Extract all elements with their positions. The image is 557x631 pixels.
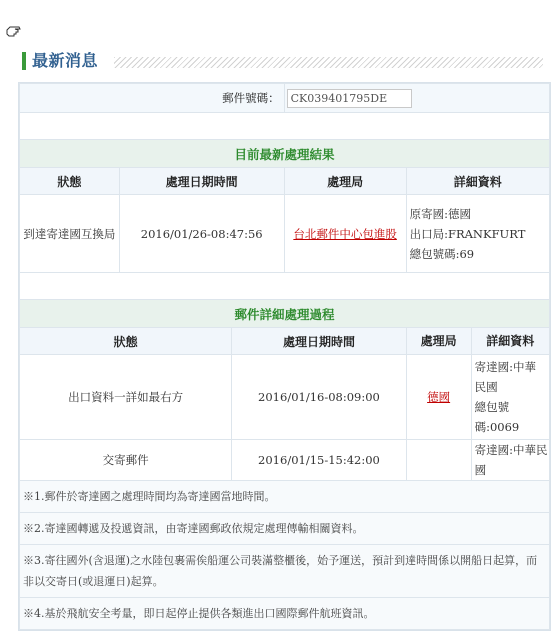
latest-datetime: 2016/01/26-08:47:56: [119, 195, 284, 273]
col-office: 處理局: [407, 328, 472, 354]
col-status: 狀態: [20, 168, 120, 195]
spacer-row: [20, 113, 550, 140]
latest-header-row: [20, 168, 550, 195]
detail-line: 寄達國:中華民國: [474, 443, 548, 477]
mail-number-field[interactable]: CK039401795DE: [287, 89, 412, 108]
mail-number-label: 郵件號碼：: [20, 84, 285, 113]
col-datetime: 處理日期時間: [232, 328, 406, 355]
detail-line: 寄達國:中華民國: [474, 360, 536, 394]
latest-details: [406, 195, 549, 273]
col-office: 處理局: [284, 168, 406, 195]
page-title: 最新消息: [32, 51, 99, 70]
detail-line: 總包號碼:0069: [474, 400, 520, 434]
latest-row: [20, 195, 550, 273]
col-details: 詳細資料: [406, 168, 549, 195]
detail-line: 出口局:FRANKFURT: [409, 226, 526, 241]
history-row: [20, 355, 550, 440]
history-section-title-row: [20, 300, 550, 328]
latest-section-title: 目前最新處理結果: [20, 140, 550, 168]
latest-office-link[interactable]: 台北郵件中心包進股: [293, 226, 397, 241]
col-status: 狀態: [20, 328, 232, 355]
history-datetime: 2016/01/15-15:42:00: [232, 440, 406, 481]
history-details: [472, 355, 549, 439]
spacer-row: [20, 273, 550, 300]
history-status: 出口資料一詳如最右方: [20, 355, 232, 440]
section-header: [22, 50, 543, 72]
note-row: [20, 481, 550, 513]
header-accent-bar: [22, 52, 26, 70]
query-row: [20, 84, 550, 113]
header-divider: [114, 57, 543, 68]
note-text: ※3.寄往國外(含退運)之水陸包裹需俟船運公司裝滿整櫃後，始予運送，預計到達時間係以開船日起算，而非以交寄日(或退運日)起算。: [20, 545, 550, 598]
latest-status: 到達寄達國互換局: [20, 195, 120, 273]
history-status: 交寄郵件: [20, 440, 232, 481]
history-details: [472, 440, 549, 480]
history-office-link[interactable]: 德國: [427, 390, 451, 404]
history-row: [20, 440, 550, 481]
note-row: [20, 513, 550, 545]
detail-line: 總包號碼:69: [409, 246, 475, 261]
note-text: ※4.基於飛航安全考量，即日起停止提供各類進出口國際郵件航班資訊。: [20, 598, 550, 630]
history-office: [407, 440, 472, 480]
history-datetime: 2016/01/16-08:09:00: [232, 355, 406, 440]
note-row: [20, 545, 550, 598]
note-row: [20, 598, 550, 630]
hand-pointer-icon: [6, 24, 22, 38]
tracking-table: [19, 83, 550, 630]
history-section-title: 郵件詳細處理過程: [20, 300, 550, 328]
note-text: ※2.寄達國轉遞及投遞資訊，由寄達國郵政依規定處理傳輸相關資料。: [20, 513, 550, 545]
col-details: 詳細資料: [486, 334, 535, 348]
latest-section-title-row: [20, 140, 550, 168]
detail-line: 原寄國:德國: [409, 206, 471, 221]
tracking-panel: [18, 82, 551, 631]
note-text: ※1.郵件於寄達國之處理時間均為寄達國當地時間。: [20, 481, 550, 513]
col-datetime: 處理日期時間: [119, 168, 284, 195]
history-header-row: [20, 328, 550, 355]
